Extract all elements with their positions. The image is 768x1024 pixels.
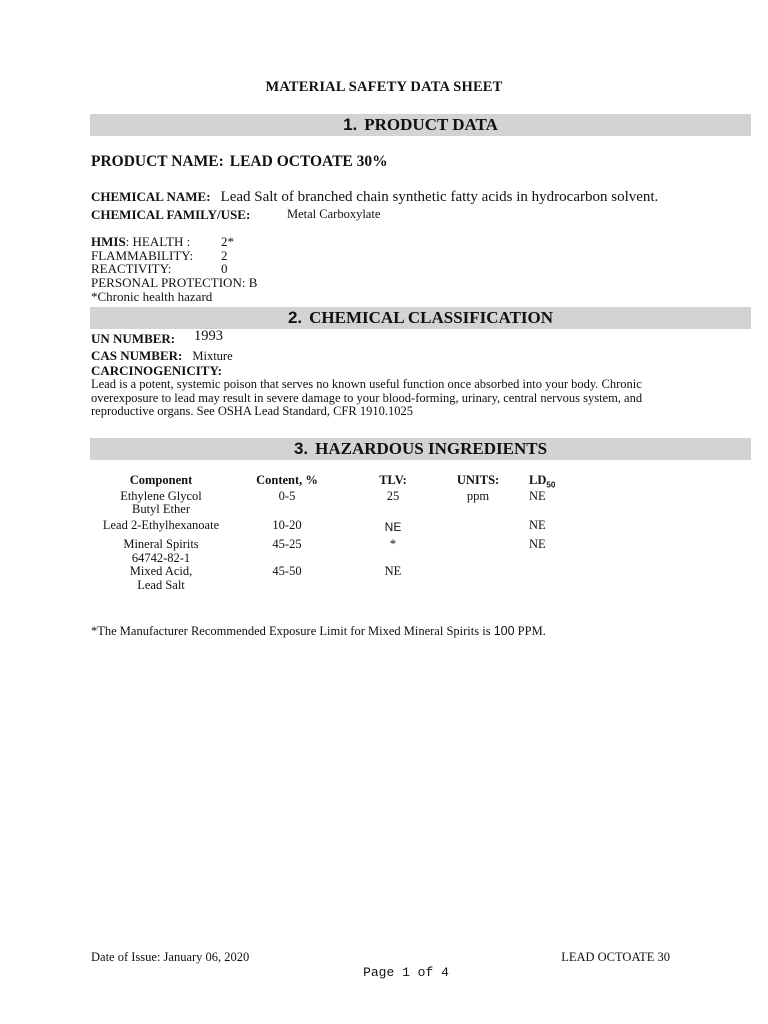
cell-component: Mixed Acid,	[129, 564, 193, 579]
cell-content: 45-50	[272, 564, 302, 579]
hmis-flammability-value: 2	[221, 247, 228, 263]
cell-ld50: NE	[529, 518, 546, 533]
section-title: HAZARDOUS INGREDIENTS	[315, 439, 548, 458]
cell-component: 64742-82-1	[131, 550, 191, 565]
hmis-reactivity-label: REACTIVITY:	[91, 261, 172, 277]
cell-ld50	[517, 503, 589, 517]
hmis-flammability-label: FLAMMABILITY:	[91, 247, 194, 263]
header-tlv: TLV:	[379, 473, 407, 487]
cell-ld50	[517, 565, 589, 579]
header-units: UNITS:	[456, 473, 500, 487]
chemical-name-row	[91, 188, 658, 206]
document-title: MATERIAL SAFETY DATA SHEET	[265, 79, 503, 95]
hmis-values	[221, 235, 234, 276]
chemical-family-value: Metal Carboxylate	[287, 207, 381, 221]
cell-tlv: NE	[384, 564, 402, 579]
cell-component: Mineral Spirits	[123, 536, 199, 551]
cell-component: Lead Salt	[137, 578, 185, 593]
section-number: 2.	[287, 308, 303, 327]
un-number-label: UN NUMBER:	[91, 331, 176, 346]
product-name-label: PRODUCT NAME:	[91, 153, 224, 170]
cell-tlv: 25	[386, 488, 400, 503]
table-row	[95, 535, 589, 552]
section-number: 1.	[343, 115, 358, 134]
footnote-unit: PPM.	[514, 624, 546, 638]
table-row	[95, 517, 589, 535]
cell-component: Lead 2-Ethylhexanoate	[102, 518, 220, 533]
table-row	[95, 565, 589, 579]
cell-units	[439, 503, 517, 517]
hmis-reactivity-value: 0	[221, 261, 228, 277]
cell-units	[439, 552, 517, 566]
table-header-row	[95, 473, 589, 490]
cell-ld50: NE	[529, 536, 546, 551]
chemical-family-label: CHEMICAL FAMILY/USE:	[91, 207, 251, 222]
cell-tlv	[347, 503, 439, 517]
cell-content	[227, 579, 347, 593]
cell-tlv: NE	[384, 520, 402, 535]
cell-units	[439, 579, 517, 593]
cell-content	[227, 503, 347, 517]
section-header-chemical-classification	[90, 307, 751, 329]
cell-content	[227, 552, 347, 566]
cas-number-label: CAS NUMBER:	[91, 348, 183, 363]
cell-component: Butyl Ether	[132, 502, 190, 517]
cell-units	[439, 535, 517, 552]
un-number-value: 1993	[194, 328, 223, 344]
chemical-name-label: CHEMICAL NAME:	[91, 189, 211, 204]
cell-tlv: *	[389, 536, 397, 551]
cell-component: Ethylene Glycol	[120, 488, 202, 503]
cell-ld50	[517, 579, 589, 593]
footnote-text: *The Manufacturer Recommended Exposure Limit for Mixed Mineral Spirits is	[91, 624, 494, 638]
product-name-value: LEAD OCTOATE 30%	[229, 153, 388, 170]
hmis-health-value: 2*	[221, 234, 234, 249]
header-ld50	[517, 473, 589, 490]
chemical-name-value: Lead Salt of branched chain synthetic fatty acids in hydrocarbon solvent.	[220, 189, 659, 205]
hmis-label: HMIS	[91, 234, 126, 249]
table-row	[95, 490, 589, 504]
cell-units	[439, 565, 517, 579]
cell-content: 0-5	[278, 488, 296, 503]
header-content: Content, %	[256, 473, 318, 487]
date-of-issue: Date of Issue: January 06, 2020	[91, 950, 250, 964]
cell-tlv	[347, 579, 439, 593]
cell-ld50: NE	[529, 488, 546, 503]
cas-number-value: Mixture	[192, 349, 233, 363]
table-row	[95, 552, 589, 566]
product-name	[91, 153, 388, 171]
cell-content: 10-20	[272, 518, 302, 533]
hmis-ppe: PERSONAL PROTECTION: B	[91, 275, 258, 291]
section-number: 3.	[293, 439, 309, 458]
section-title: CHEMICAL CLASSIFICATION	[309, 308, 554, 327]
section-header-product-data	[90, 114, 751, 136]
section-header-hazardous-ingredients	[90, 438, 751, 460]
ingredients-table	[95, 473, 589, 593]
header-ld: LD	[529, 473, 547, 487]
exposure-limit-footnote	[91, 624, 546, 639]
hmis-health-label: : HEALTH :	[125, 234, 191, 249]
footnote-value: 100	[493, 624, 515, 638]
cell-ld50	[517, 552, 589, 566]
carcinogenicity-label: CARCINOGENICITY:	[91, 363, 222, 378]
cell-units: ppm	[466, 488, 490, 503]
header-ld-subscript: 50	[546, 480, 556, 490]
section-title: PRODUCT DATA	[364, 115, 498, 134]
hmis-note: *Chronic health hazard	[91, 288, 213, 304]
header-component: Component	[129, 473, 193, 487]
page-number: Page 1 of 4	[363, 965, 449, 980]
table-row	[95, 503, 589, 517]
carcinogenicity-text: Lead is a potent, systemic poison that serves no known useful function once absorbed into your body. Chronic overexposure to lead may result in severe damage to your blood-forming, urinary, central nervous system, and reproductive organs. See OSHA Lead Standard, CFR 1910.1025	[91, 377, 643, 419]
footer-product-name: LEAD OCTOATE 30	[561, 950, 670, 964]
cell-tlv	[347, 552, 439, 566]
un-number-row	[91, 330, 175, 348]
table-row	[95, 579, 589, 593]
chemical-family-row	[91, 206, 250, 224]
cell-units	[439, 517, 517, 535]
cell-content: 45-25	[272, 536, 302, 551]
